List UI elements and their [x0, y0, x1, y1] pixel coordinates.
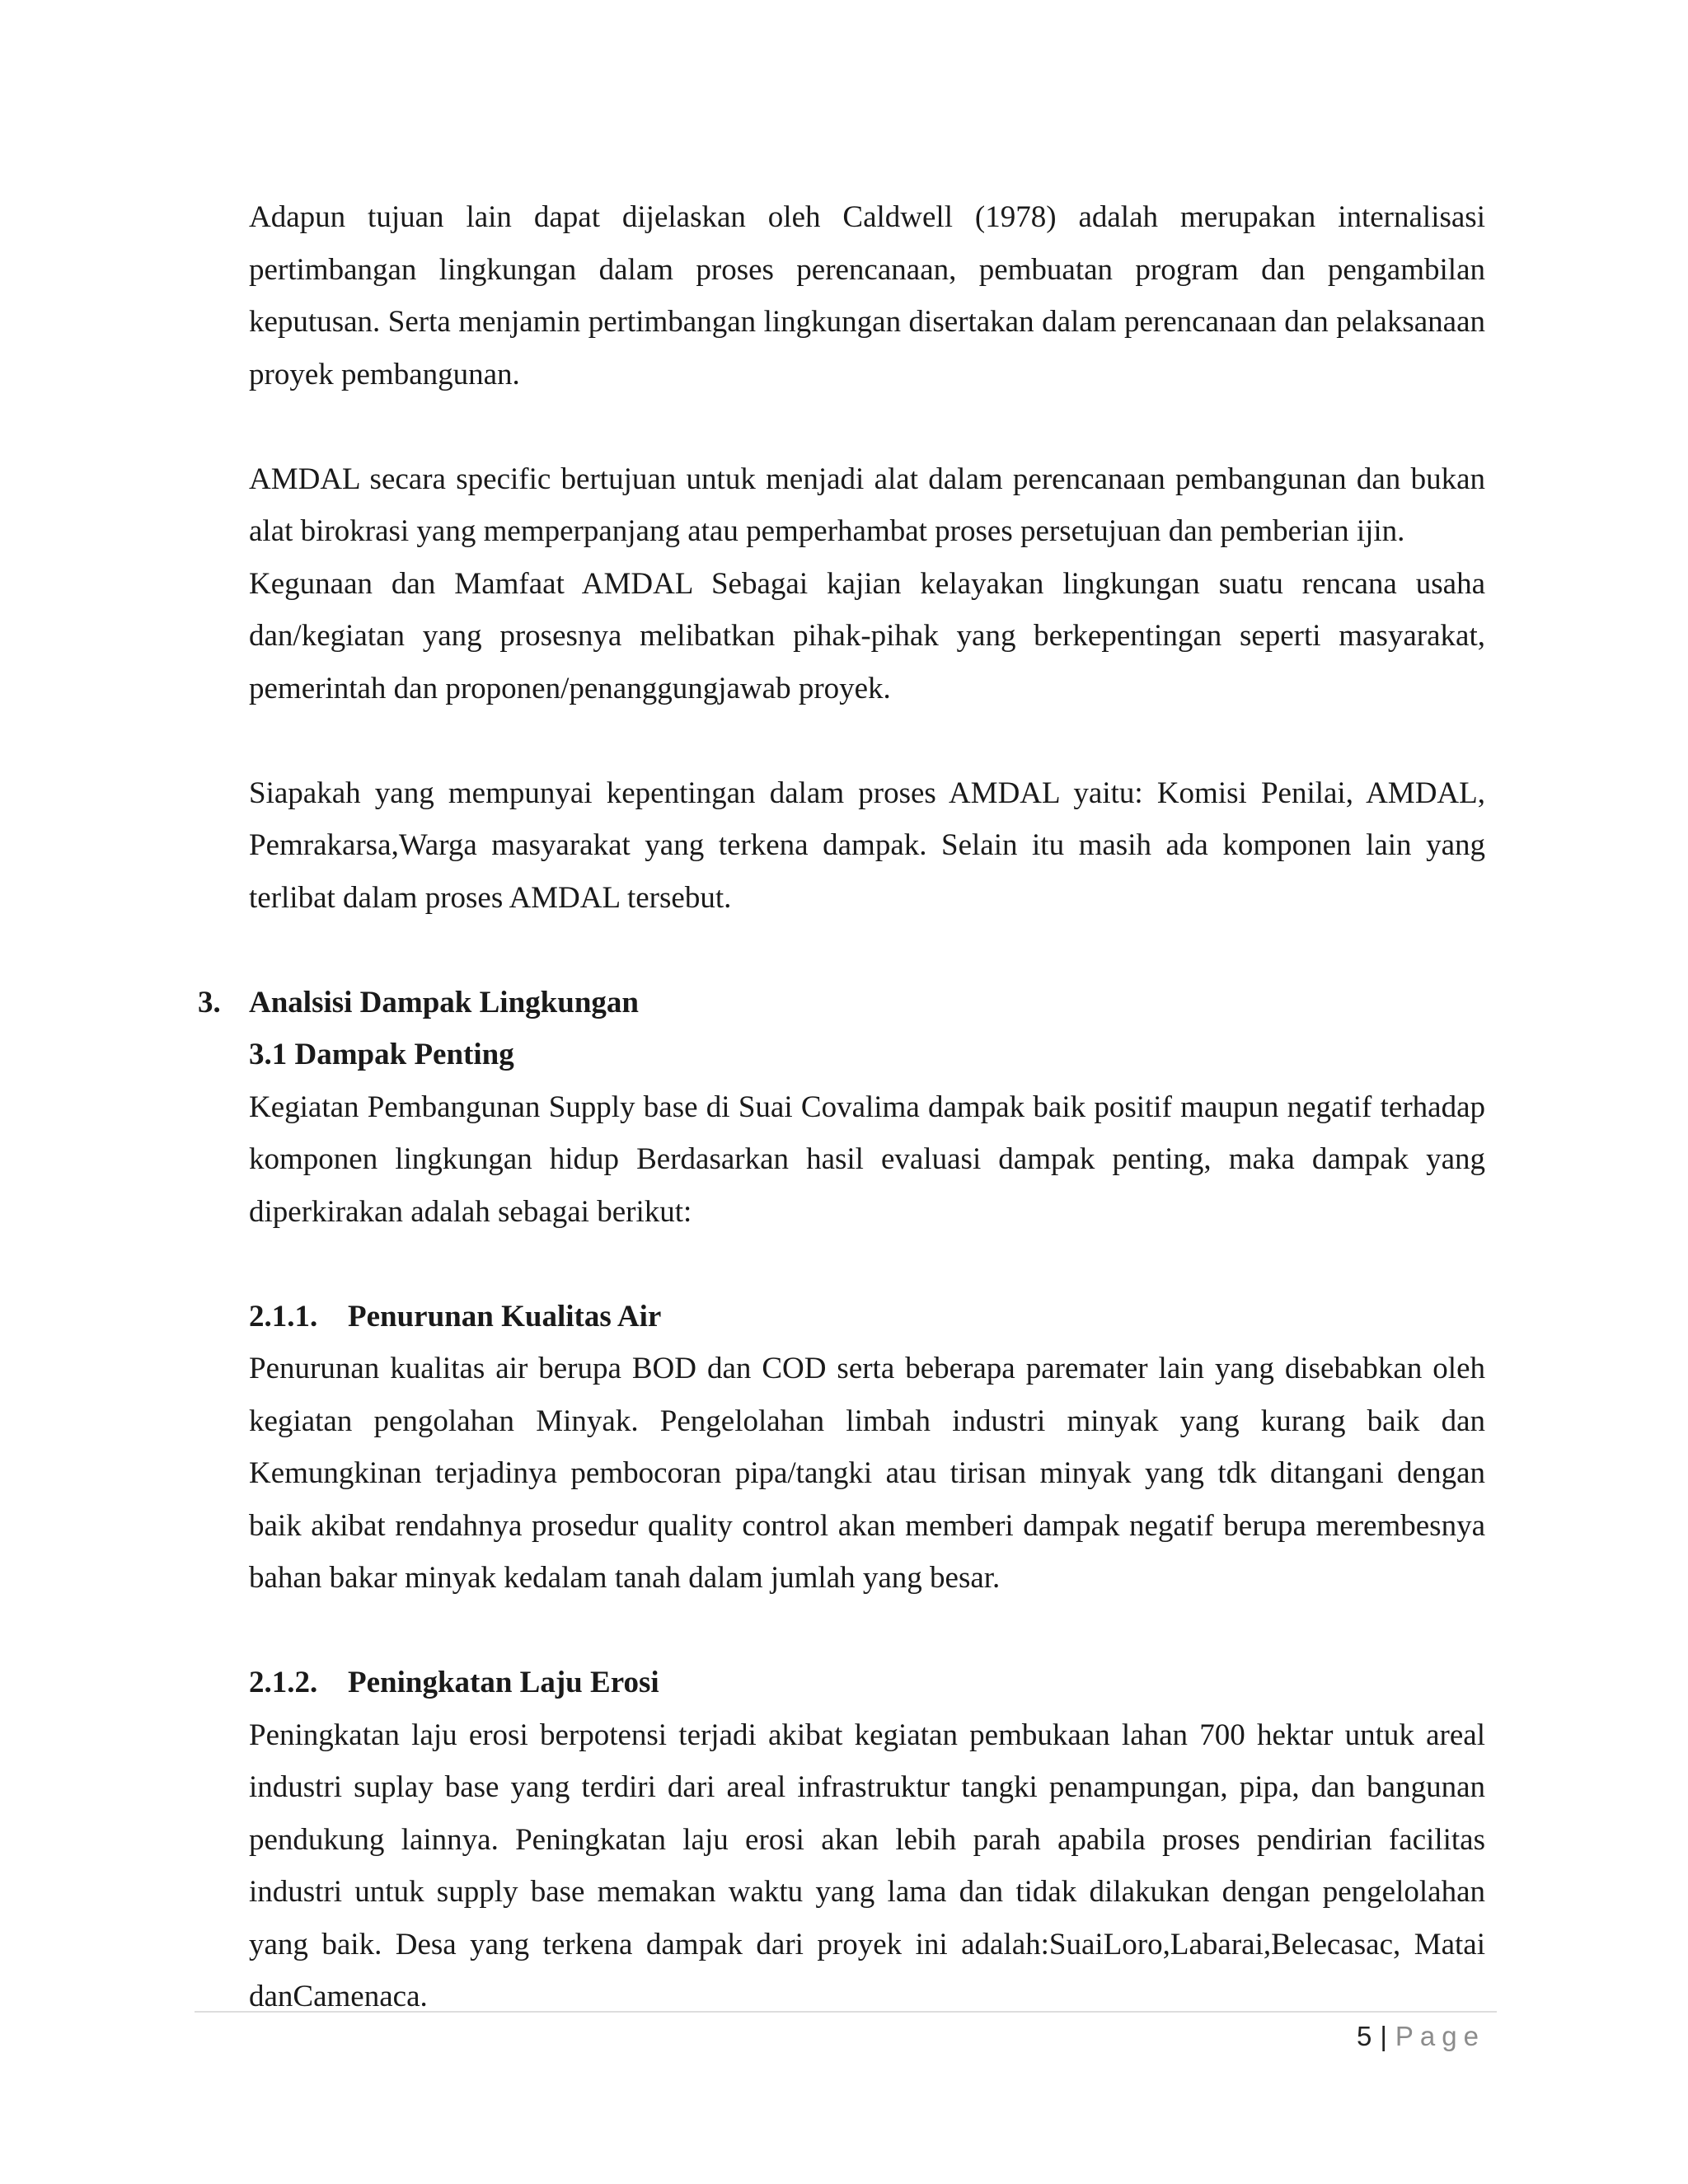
page-label: Page — [1395, 2021, 1485, 2051]
paragraph-laju-erosi: Peningkatan laju erosi berpotensi terjadi akibat kegiatan pembukaan lahan 700 hektar untuk areal industri suplay base yang terdiri dari areal infrastruktur tangki penampungan, pipa, dan bangunan pendukung lainnya. Peningkatan laju erosi akan lebih parah apabila proses pendirian facilitas industri untuk supply base memakan waktu yang lama dan tidak dilakukan dengan pengelolahan yang baik. Desa yang terkena dampak dari proyek ini adalah:SuaiLoro,Labarai,Belecasac, Matai danCamenaca. — [249, 1718, 1485, 2013]
footer-divider — [195, 2011, 1497, 2013]
section-3-1-heading — [249, 1029, 1485, 1081]
section-3-title: Analsisi Dampak Lingkungan — [249, 985, 639, 1019]
paragraph-amdal-benefit: Kegunaan dan Mamfaat AMDAL Sebagai kajian kelayakan lingkungan suatu rencana usaha dan/kegiatan yang prosesnya melibatkan pihak-pihak yang berkepentingan seperti masyarakat, pemerintah dan proponen/penanggungjawab proyek. — [249, 566, 1485, 705]
paragraph-amdal-purpose: AMDAL secara specific bertujuan untuk menjadi alat dalam perencanaan pembangunan dan bukan alat birokrasi yang memperpanjang atau pemperhambat proses persetujuan dan pemberian ijin. — [249, 462, 1485, 548]
item-2-1-2-number: 2.1.2. — [249, 1666, 318, 1699]
paragraph-dampak-penting: Kegiatan Pembangunan Supply base di Suai Covalima dampak baik positif maupun negatif terhadap komponen lingkungan hidup Berdasarkan hasil evaluasi dampak penting, maka dampak yang diperkirakan adalah sebagai berikut: — [249, 1090, 1485, 1229]
footer-separator: | — [1380, 2021, 1387, 2051]
item-2-1-1-heading — [249, 1291, 1485, 1343]
section-3-1-number: 3.1 — [249, 1038, 288, 1071]
section-3-heading — [198, 977, 1485, 1029]
item-2-1-2-title: Peningkatan Laju Erosi — [348, 1666, 659, 1699]
page-number: 5 — [1356, 2021, 1372, 2051]
page-footer — [1357, 2016, 1485, 2057]
paragraph-caldwell: Adapun tujuan lain dapat dijelaskan oleh Caldwell (1978) adalah merupakan internalisasi pertimbangan lingkungan dalam proses perencanaan, pembuatan program dan pengambilan keputusan. Serta menjamin pertimbangan lingkungan disertakan dalam perencanaan dan pelaksanaan proyek pembangunan. — [249, 200, 1485, 391]
item-2-1-1-title: Penurunan Kualitas Air — [348, 1299, 662, 1333]
item-2-1-2-heading — [249, 1657, 1485, 1709]
paragraph-stakeholders: Siapakah yang mempunyai kepentingan dalam proses AMDAL yaitu: Komisi Penilai, AMDAL, Pemrakarsa,Warga masyarakat yang terkena dampak. Selain itu masih ada komponen lain yang terlibat dalam proses AMDAL tersebut. — [249, 776, 1485, 915]
item-2-1-1-number: 2.1.1. — [249, 1299, 318, 1333]
section-3-number: 3. — [198, 985, 221, 1019]
page-content — [198, 191, 1485, 2023]
section-3-1-title: Dampak Penting — [294, 1038, 514, 1071]
paragraph-kualitas-air: Penurunan kualitas air berupa BOD dan COD serta beberapa paremater lain yang disebabkan oleh kegiatan pengolahan Minyak. Pengelolahan limbah industri minyak yang kurang baik dan Kemungkinan terjadinya pembocoran pipa/tangki atau tirisan minyak yang tdk ditangani dengan baik akibat rendahnya prosedur quality control akan memberi dampak negatif berupa merembesnya bahan bakar minyak kedalam tanah dalam jumlah yang besar. — [249, 1352, 1485, 1595]
